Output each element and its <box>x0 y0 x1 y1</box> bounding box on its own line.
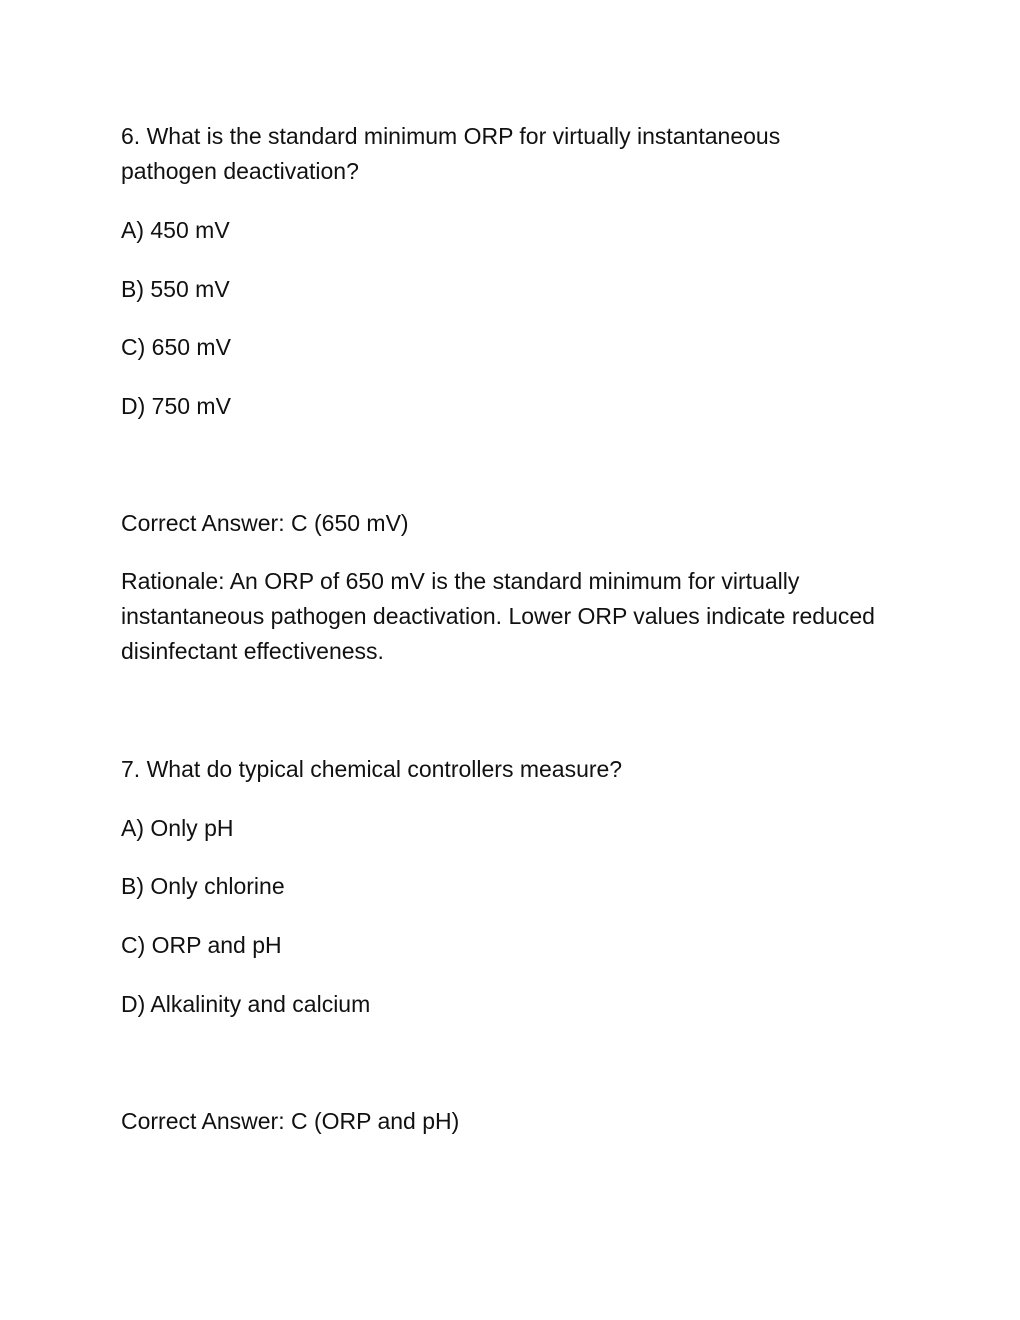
question-6-option-a: A) 450 mV <box>121 217 230 243</box>
question-7-text: 7. What do typical chemical controllers measure? <box>121 756 623 782</box>
question-6-option-b: B) 550 mV <box>121 276 230 302</box>
question-6-correct-answer: Correct Answer: C (650 mV) <box>121 510 409 536</box>
question-6-option-d: D) 750 mV <box>121 393 231 419</box>
question-7-option-d: D) Alkalinity and calcium <box>121 991 371 1017</box>
question-6-option-c: C) 650 mV <box>121 334 231 360</box>
question-7-option-c: C) ORP and pH <box>121 932 282 958</box>
question-7-option-a: A) Only pH <box>121 815 234 841</box>
question-6-text: 6. What is the standard minimum ORP for virtually instantaneous pathogen deactivation? <box>121 123 781 184</box>
question-7-correct-answer: Correct Answer: C (ORP and pH) <box>121 1108 460 1134</box>
question-7-option-b: B) Only chlorine <box>121 873 285 899</box>
question-6-rationale: Rationale: An ORP of 650 mV is the standard minimum for virtually instantaneous pathogen deactivation. Lower ORP values indicate reduced disinfectant effectiveness. <box>121 568 875 664</box>
